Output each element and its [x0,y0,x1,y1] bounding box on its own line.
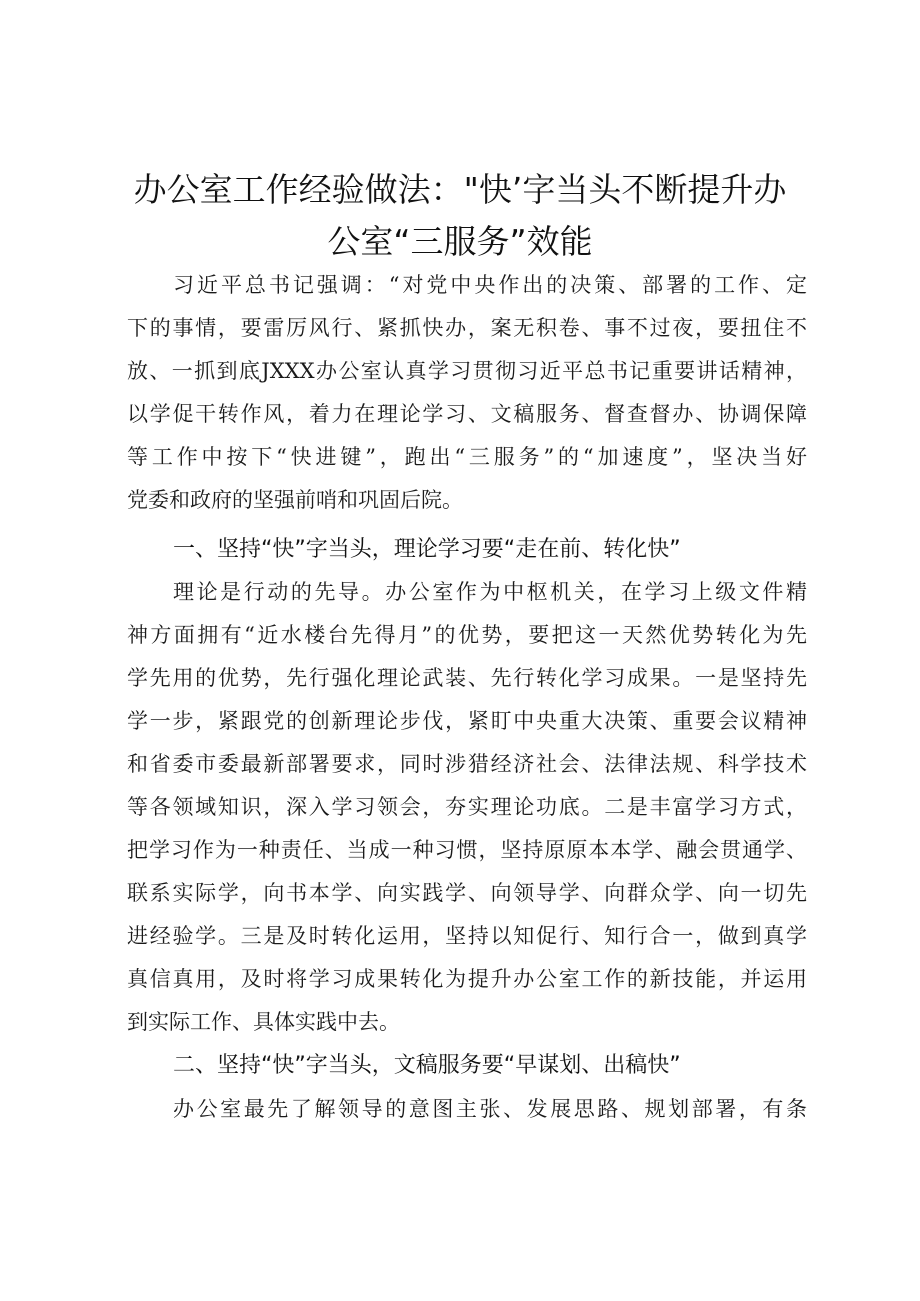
intro-paragraph [127,264,807,522]
paragraph-line: 把学习作为一种责任、当成一种习惯，坚持原原本本学、融会贯通学、 [127,838,807,862]
paragraph-line: 党委和政府的坚强前哨和巩固后院。 [127,488,463,512]
document-title-line-2: 公室“三服务”效能 [327,222,593,261]
paragraph-line: 下的事情，要雷厉风行、紧抓快办，案无积卷、事不过夜，要扭住不 [127,316,807,340]
paragraph-line: 等各领域知识，深入学习领会，夯实理论功底。二是丰富学习方式， [127,795,807,819]
paragraph-line: 学先用的优势，先行强化理论武装、先行转化学习成果。一是坚持先 [127,666,807,690]
paragraph-line: 放、一抓到底JXXX办公室认真学习贯彻习近平总书记重要讲话精神， [127,359,807,383]
paragraph-line: 到实际工作、具体实践中去。 [127,1010,400,1034]
paragraph-line: 以学促干转作风，着力在理论学习、文稿服务、督查督办、协调保障 [127,402,807,426]
document-title-line-1: 办公室工作经验做法："快’字当头不断提升办 [133,170,787,209]
section-2-heading: 二、坚持“快”字当头，文稿服务要“早谋划、出稿快” [173,1053,681,1078]
paragraph-line: 习近平总书记强调：“对党中央作出的决策、部署的工作、定 [173,273,807,297]
paragraph-line: 办公室最先了解领导的意图主张、发展思路、规划部署，有条 [173,1097,807,1121]
paragraph-line: 等工作中按下“快进键”，跑出“三服务”的“加速度”，坚决当好 [127,445,807,469]
section-2-paragraph [127,1088,807,1131]
section-1-heading: 一、坚持“快”字当头，理论学习要“走在前、转化快” [173,537,681,562]
paragraph-line: 进经验学。三是及时转化运用，坚持以知促行、知行合一，做到真学 [127,924,807,948]
section-1-paragraph [127,571,807,1044]
paragraph-line: 真信真用，及时将学习成果转化为提升办公室工作的新技能，并运用 [127,967,807,991]
paragraph-line: 联系实际学，向书本学、向实践学、向领导学、向群众学、向一切先 [127,881,807,905]
paragraph-line: 和省委市委最新部署要求，同时涉猎经济社会、法律法规、科学技术 [127,752,807,776]
paragraph-line: 理论是行动的先导。办公室作为中枢机关，在学习上级文件精 [173,580,807,604]
paragraph-line: 神方面拥有“近水楼台先得月”的优势，要把这一天然优势转化为先 [127,623,807,647]
paragraph-line: 学一步，紧跟党的创新理论步伐，紧盯中央重大决策、重要会议精神 [127,709,807,733]
